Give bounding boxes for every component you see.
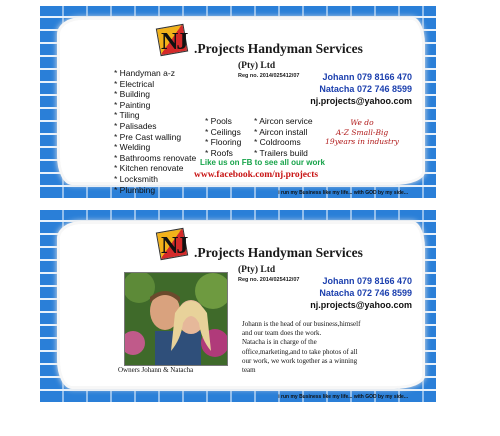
company-name: .Projects Handyman Services [194, 41, 363, 56]
about-line: our work, we work together as a winning [242, 356, 358, 365]
motto-text: i run my Business like my life... with GOD by my side... [278, 394, 408, 400]
torn-paper-panel [60, 20, 422, 196]
service-item: * Ceilings [205, 127, 241, 138]
services-list-third [254, 116, 313, 158]
service-item: * Aircon service [254, 116, 313, 127]
service-item: * Pre Cast walling [114, 132, 196, 143]
service-item: * Building [114, 89, 196, 100]
contact-block [310, 275, 412, 311]
phone-natacha: Natacha 072 746 8599 [319, 84, 412, 94]
service-item: * Coldrooms [254, 137, 313, 148]
service-item: * Electrical [114, 79, 196, 90]
nj-logo [158, 26, 194, 60]
phone-natacha: Natacha 072 746 8599 [319, 288, 412, 298]
slogan-line: A-Z Small-Big [335, 127, 389, 137]
registration-number: Reg no. 2014/025412/07 [238, 73, 300, 79]
about-line: office,marketing,and to take photos of all [242, 347, 358, 356]
facebook-callout: Like us on FB to see all our work [200, 158, 325, 167]
email-address: nj.projects@yahoo.com [310, 300, 412, 310]
service-item: * Welding [114, 142, 196, 153]
company-pty: (Pty) Ltd [238, 265, 276, 275]
service-item: * Flooring [205, 137, 241, 148]
services-list-second [205, 116, 241, 158]
slogan-block [310, 118, 414, 147]
business-card-front [40, 6, 436, 198]
service-item: * Plumbing [114, 185, 196, 196]
nj-logo [158, 230, 194, 264]
about-line: Johann is the head of our business,himself [242, 320, 361, 328]
facebook-url-link[interactable]: www.facebook.com/nj.projects [194, 170, 319, 180]
phone-johann: Johann 079 8166 470 [322, 276, 412, 286]
torn-paper-panel [60, 224, 422, 400]
service-item: * Pools [205, 116, 241, 127]
email-address: nj.projects@yahoo.com [310, 96, 412, 106]
service-item: * Palisades [114, 121, 196, 132]
about-line: team [242, 366, 256, 375]
company-name: .Projects Handyman Services [194, 245, 363, 260]
service-item: * Trailers build [254, 148, 313, 159]
services-list-main [114, 68, 196, 195]
about-line: Natacha is in charge of the [242, 338, 317, 347]
phone-johann: Johann 079 8166 470 [322, 72, 412, 82]
business-card-back [40, 210, 436, 402]
service-item: * Tiling [114, 110, 196, 121]
slogan-line: 19years in industry [325, 137, 399, 146]
logo-letters: NJ [161, 233, 187, 259]
about-line: and our team does the work. [242, 329, 322, 338]
motto-text: i run my Business like my life... with GOD by my side... [278, 190, 408, 196]
service-item: * Roofs [205, 148, 241, 159]
owners-photo [124, 272, 228, 366]
registration-number: Reg no. 2014/025412/07 [238, 277, 300, 283]
photo-caption: Owners Johann & Natacha [118, 366, 194, 374]
slogan-line: We do [350, 118, 374, 127]
about-text [242, 320, 414, 375]
service-item: * Painting [114, 100, 196, 111]
service-item: * Aircon install [254, 127, 313, 138]
service-item: * Handyman a-z [114, 68, 196, 79]
contact-block [310, 71, 412, 107]
owners-photo-image [125, 273, 227, 365]
service-item: * Bathrooms renovate [114, 153, 196, 164]
company-pty: (Pty) Ltd [238, 61, 276, 71]
service-item: * Kitchen renovate [114, 163, 196, 174]
service-item: * Locksmith [114, 174, 196, 185]
logo-letters: NJ [161, 29, 187, 55]
